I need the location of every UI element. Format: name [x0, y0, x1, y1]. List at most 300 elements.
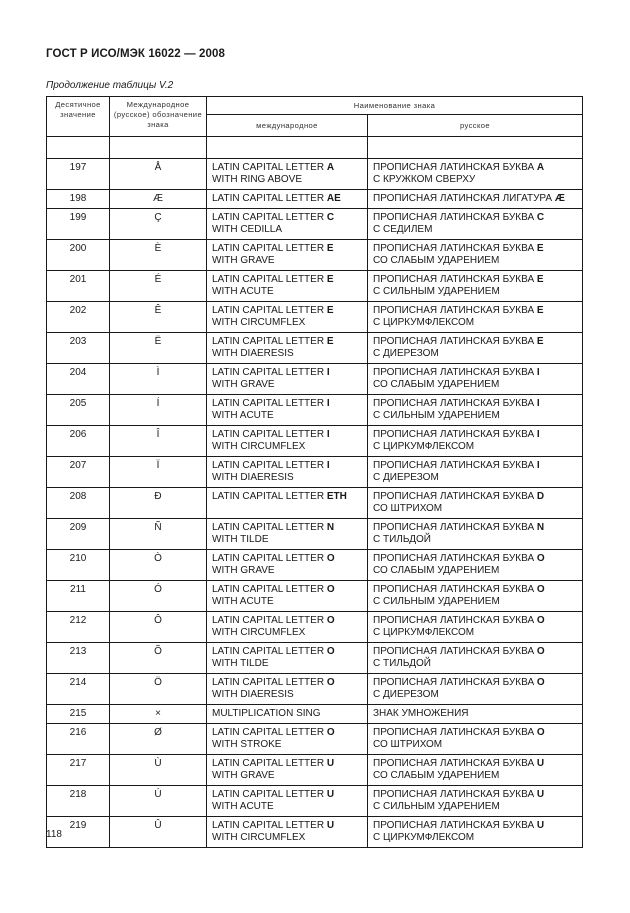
- glyph-value: É: [154, 274, 162, 285]
- intl-name-letter: I: [326, 367, 330, 378]
- decimal-value: 218: [69, 789, 87, 800]
- glyph-cell: [110, 426, 207, 457]
- table-row: [47, 159, 583, 190]
- intl-name-cell: [207, 240, 368, 271]
- intl-name-text: LATIN CAPITAL LETTER: [212, 460, 327, 471]
- glyph-value: Ù: [154, 758, 162, 769]
- rus-name-letter: I: [536, 429, 540, 440]
- intl-name-cell: [207, 190, 368, 209]
- decimal-value: 213: [69, 646, 87, 657]
- glyph-value: Ô: [154, 615, 162, 626]
- intl-name-letter: O: [326, 677, 335, 688]
- rus-name-cell: [368, 674, 583, 705]
- intl-name-text: LATIN CAPITAL LETTER: [212, 615, 327, 626]
- decimal-value: 205: [69, 398, 87, 409]
- glyph-cell: [110, 395, 207, 426]
- rus-name-letter: O: [536, 615, 545, 626]
- rus-name-line2: С СИЛЬНЫМ УДАРЕНИЕМ: [373, 409, 500, 421]
- intl-name-letter: A: [326, 162, 335, 173]
- rus-name-cell: [368, 457, 583, 488]
- glyph-cell: [110, 209, 207, 240]
- rus-name-letter: Æ: [554, 193, 565, 204]
- page-number: 118: [46, 829, 62, 840]
- intl-name-cell: [207, 209, 368, 240]
- rus-name-cell: [368, 364, 583, 395]
- glyph-value: Ì: [156, 367, 160, 378]
- glyph-cell: [110, 724, 207, 755]
- intl-name-line2: WITH RING ABOVE: [212, 173, 303, 185]
- rus-name-letter: O: [536, 646, 545, 657]
- decimal-value: 210: [69, 553, 87, 564]
- rus-name-text: ПРОПИСНАЯ ЛАТИНСКАЯ БУКВА: [373, 162, 537, 173]
- rus-name-text: ПРОПИСНАЯ ЛАТИНСКАЯ БУКВА: [373, 460, 537, 471]
- rus-name-line2: С СИЛЬНЫМ УДАРЕНИЕМ: [373, 800, 500, 812]
- decimal-value: 198: [69, 193, 87, 204]
- decimal-cell: [47, 240, 110, 271]
- rus-name-cell: [368, 755, 583, 786]
- glyph-cell: [110, 271, 207, 302]
- intl-name-cell: [207, 159, 368, 190]
- glyph-value: Æ: [153, 193, 163, 204]
- glyph-cell: [110, 581, 207, 612]
- intl-name-letter: U: [326, 820, 335, 831]
- rus-name-line2: СО СЛАБЫМ УДАРЕНИЕМ: [373, 254, 500, 266]
- intl-name-line2: WITH CIRCUMFLEX: [212, 440, 306, 452]
- rus-name-line2: С ДИЕРЕЗОМ: [373, 688, 439, 700]
- table-row: [47, 705, 583, 724]
- glyph-cell: [110, 643, 207, 674]
- rus-name-line2: С ЦИРКУМФЛЕКСОМ: [373, 626, 475, 638]
- rus-name-cell: [368, 612, 583, 643]
- glyph-value: Ú: [154, 789, 162, 800]
- intl-name-cell: [207, 364, 368, 395]
- rus-name-line2: С СЕДИЛЕМ: [373, 223, 433, 235]
- rus-name-cell: [368, 271, 583, 302]
- intl-name-cell: [207, 612, 368, 643]
- rus-name-letter: O: [536, 584, 545, 595]
- glyph-value: Ç: [154, 212, 162, 223]
- glyph-cell: [110, 159, 207, 190]
- glyph-value: Ø: [154, 727, 162, 738]
- rus-name-line2: СО СЛАБЫМ УДАРЕНИЕМ: [373, 769, 500, 781]
- intl-name-line2: WITH GRAVE: [212, 769, 275, 781]
- intl-name-text: LATIN CAPITAL LETTER: [212, 274, 327, 285]
- decimal-value: 215: [69, 708, 87, 719]
- glyph-cell: [110, 817, 207, 848]
- glyph-value: Ï: [156, 460, 160, 471]
- glyph-value: Û: [154, 820, 162, 831]
- glyph-value: Ð: [154, 491, 162, 502]
- glyph-cell: [110, 457, 207, 488]
- intl-name-cell: [207, 724, 368, 755]
- intl-name-letter: O: [326, 553, 335, 564]
- intl-name-text: LATIN CAPITAL LETTER: [212, 553, 327, 564]
- decimal-value: 214: [69, 677, 87, 688]
- intl-name-text: LATIN CAPITAL LETTER: [212, 193, 327, 204]
- decimal-cell: [47, 271, 110, 302]
- intl-name-cell: [207, 395, 368, 426]
- table-row: [47, 724, 583, 755]
- intl-name-letter: E: [326, 336, 334, 347]
- glyph-cell: [110, 190, 207, 209]
- rus-name-letter: E: [536, 336, 544, 347]
- decimal-value: 200: [69, 243, 87, 254]
- intl-name-letter: U: [326, 789, 335, 800]
- rus-name-line2: С ЦИРКУМФЛЕКСОМ: [373, 316, 475, 328]
- rus-name-letter: A: [536, 162, 545, 173]
- glyph-cell: [110, 705, 207, 724]
- decimal-cell: [47, 705, 110, 724]
- rus-name-text: ПРОПИСНАЯ ЛАТИНСКАЯ БУКВА: [373, 727, 537, 738]
- rus-name-text: ПРОПИСНАЯ ЛАТИНСКАЯ БУКВА: [373, 274, 537, 285]
- rus-name-cell: [368, 705, 583, 724]
- intl-name-letter: I: [326, 429, 330, 440]
- rus-name-line2: С КРУЖКОМ СВЕРХУ: [373, 173, 476, 185]
- intl-name-line2: WITH ACUTE: [212, 800, 274, 812]
- rus-name-letter: N: [536, 522, 545, 533]
- rus-name-text: ПРОПИСНАЯ ЛАТИНСКАЯ БУКВА: [373, 336, 537, 347]
- rus-name-text: ПРОПИСНАЯ ЛАТИНСКАЯ БУКВА: [373, 758, 537, 769]
- intl-name-letter: AE: [326, 193, 341, 204]
- glyph-cell: [110, 302, 207, 333]
- rus-name-text: ПРОПИСНАЯ ЛАТИНСКАЯ БУКВА: [373, 243, 537, 254]
- rus-name-letter: O: [536, 727, 545, 738]
- intl-name-cell: [207, 426, 368, 457]
- glyph-cell: [110, 755, 207, 786]
- decimal-value: 204: [69, 367, 87, 378]
- rus-name-letter: U: [536, 789, 545, 800]
- glyph-value: Õ: [154, 646, 162, 657]
- rus-name-text: ПРОПИСНАЯ ЛАТИНСКАЯ БУКВА: [373, 615, 537, 626]
- table-row: [47, 786, 583, 817]
- intl-name-line2: WITH CIRCUMFLEX: [212, 831, 306, 843]
- intl-name-text: LATIN CAPITAL LETTER: [212, 820, 327, 831]
- rus-name-text: ПРОПИСНАЯ ЛАТИНСКАЯ БУКВА: [373, 367, 537, 378]
- rus-name-line2: С ТИЛЬДОЙ: [373, 657, 431, 669]
- rus-name-line2: СО СЛАБЫМ УДАРЕНИЕМ: [373, 378, 500, 390]
- table-row: [47, 364, 583, 395]
- glyph-value: Ö: [154, 677, 162, 688]
- intl-name-letter: E: [326, 274, 334, 285]
- table-row: [47, 643, 583, 674]
- intl-name-cell: [207, 550, 368, 581]
- rus-name-text: ПРОПИСНАЯ ЛАТИНСКАЯ БУКВА: [373, 553, 537, 564]
- rus-name-header: русское: [368, 115, 583, 137]
- rus-name-text: ПРОПИСНАЯ ЛАТИНСКАЯ БУКВА: [373, 305, 537, 316]
- rus-name-line2: С ДИЕРЕЗОМ: [373, 347, 439, 359]
- decimal-value: 206: [69, 429, 87, 440]
- intl-name-cell: [207, 488, 368, 519]
- rus-name-cell: [368, 302, 583, 333]
- intl-name-letter: U: [326, 758, 335, 769]
- glyph-value: ×: [155, 708, 161, 719]
- decimal-cell: [47, 488, 110, 519]
- glyph-value: Ë: [154, 336, 162, 347]
- decimal-cell: [47, 550, 110, 581]
- rus-name-letter: I: [536, 398, 540, 409]
- intl-name-line2: WITH STROKE: [212, 738, 282, 750]
- decimal-value: 199: [69, 212, 87, 223]
- decimal-header: Десятичное значение: [47, 97, 110, 137]
- decimal-cell: [47, 457, 110, 488]
- intl-name-letter: N: [326, 522, 335, 533]
- decimal-cell: [47, 302, 110, 333]
- intl-name-line2: WITH ACUTE: [212, 595, 274, 607]
- rus-name-text: ПРОПИСНАЯ ЛАТИНСКАЯ БУКВА: [373, 584, 537, 595]
- intl-name-cell: [207, 302, 368, 333]
- table-row: [47, 817, 583, 848]
- glyph-cell: [110, 488, 207, 519]
- intl-name-cell: [207, 643, 368, 674]
- rus-name-line2: С ТИЛЬДОЙ: [373, 533, 431, 545]
- rus-name-text: ПРОПИСНАЯ ЛАТИНСКАЯ БУКВА: [373, 429, 537, 440]
- intl-name-line2: WITH GRAVE: [212, 254, 275, 266]
- designation-header: Международное (русское) обозначение знака: [110, 97, 207, 137]
- rus-name-line2: СО СЛАБЫМ УДАРЕНИЕМ: [373, 564, 500, 576]
- intl-name-line2: WITH CIRCUMFLEX: [212, 626, 306, 638]
- intl-name-cell: [207, 581, 368, 612]
- intl-name-text: LATIN CAPITAL LETTER: [212, 398, 327, 409]
- decimal-cell: [47, 612, 110, 643]
- decimal-value: 219: [69, 820, 87, 831]
- table-continuation-caption: Продолжение таблицы V.2: [46, 80, 174, 91]
- glyph-value: Ê: [154, 305, 162, 316]
- intl-name-line2: WITH DIAERESIS: [212, 347, 294, 359]
- spacer-row: [47, 137, 583, 159]
- decimal-cell: [47, 786, 110, 817]
- decimal-value: 202: [69, 305, 87, 316]
- decimal-value: 209: [69, 522, 87, 533]
- rus-name-letter: O: [536, 677, 545, 688]
- intl-name-text: LATIN CAPITAL LETTER: [212, 162, 327, 173]
- table-body: [47, 137, 583, 848]
- rus-name-cell: [368, 190, 583, 209]
- table-row: [47, 209, 583, 240]
- rus-name-cell: [368, 581, 583, 612]
- rus-name-text: ПРОПИСНАЯ ЛАТИНСКАЯ БУКВА: [373, 398, 537, 409]
- rus-name-line2: С ДИЕРЕЗОМ: [373, 471, 439, 483]
- rus-name-cell: [368, 488, 583, 519]
- intl-name-cell: [207, 786, 368, 817]
- table-row: [47, 302, 583, 333]
- rus-name-cell: [368, 550, 583, 581]
- intl-name-text: LATIN CAPITAL LETTER: [212, 212, 327, 223]
- table-row: [47, 426, 583, 457]
- decimal-cell: [47, 643, 110, 674]
- rus-name-letter: E: [536, 274, 544, 285]
- table-row: [47, 581, 583, 612]
- rus-name-line2: СО ШТРИХОМ: [373, 738, 443, 750]
- rus-name-line2: С ЦИРКУМФЛЕКСОМ: [373, 440, 475, 452]
- rus-name-letter: D: [536, 491, 545, 502]
- glyph-value: È: [154, 243, 162, 254]
- rus-name-letter: I: [536, 367, 540, 378]
- intl-name-text: LATIN CAPITAL LETTER: [212, 336, 327, 347]
- intl-name-text: LATIN CAPITAL LETTER: [212, 727, 327, 738]
- intl-name-line2: WITH ACUTE: [212, 409, 274, 421]
- glyph-cell: [110, 674, 207, 705]
- rus-name-text: ПРОПИСНАЯ ЛАТИНСКАЯ БУКВА: [373, 789, 537, 800]
- character-table: [46, 96, 583, 848]
- intl-name-header: международное: [207, 115, 368, 137]
- rus-name-cell: [368, 159, 583, 190]
- intl-name-letter: E: [326, 243, 334, 254]
- table-row: [47, 488, 583, 519]
- intl-name-letter: ETH: [326, 491, 347, 502]
- rus-name-letter: E: [536, 305, 544, 316]
- rus-name-cell: [368, 426, 583, 457]
- decimal-cell: [47, 581, 110, 612]
- decimal-cell: [47, 190, 110, 209]
- table-row: [47, 519, 583, 550]
- intl-name-letter: O: [326, 727, 335, 738]
- intl-name-line2: WITH DIAERESIS: [212, 688, 294, 700]
- decimal-value: 208: [69, 491, 87, 502]
- glyph-cell: [110, 364, 207, 395]
- decimal-value: 203: [69, 336, 87, 347]
- rus-name-line2: С СИЛЬНЫМ УДАРЕНИЕМ: [373, 285, 500, 297]
- rus-name-cell: [368, 786, 583, 817]
- intl-name-cell: [207, 755, 368, 786]
- intl-name-letter: C: [326, 212, 335, 223]
- intl-name-letter: O: [326, 584, 335, 595]
- rus-name-cell: [368, 395, 583, 426]
- rus-name-cell: [368, 209, 583, 240]
- glyph-value: Ñ: [154, 522, 162, 533]
- intl-name-cell: [207, 271, 368, 302]
- intl-name-text: LATIN CAPITAL LETTER: [212, 646, 327, 657]
- intl-name-text: LATIN CAPITAL LETTER: [212, 758, 327, 769]
- intl-name-text: LATIN CAPITAL LETTER: [212, 789, 327, 800]
- rus-name-letter: C: [536, 212, 545, 223]
- glyph-cell: [110, 519, 207, 550]
- intl-name-line2: WITH TILDE: [212, 657, 269, 669]
- intl-name-cell: [207, 333, 368, 364]
- table-row: [47, 674, 583, 705]
- decimal-cell: [47, 724, 110, 755]
- intl-name-text: LATIN CAPITAL LETTER: [212, 305, 327, 316]
- rus-name-letter: E: [536, 243, 544, 254]
- rus-name-cell: [368, 519, 583, 550]
- rus-name-cell: [368, 643, 583, 674]
- intl-name-cell: [207, 457, 368, 488]
- table-row: [47, 240, 583, 271]
- decimal-cell: [47, 333, 110, 364]
- rus-name-line2: С ЦИРКУМФЛЕКСОМ: [373, 831, 475, 843]
- rus-name-letter: I: [536, 460, 540, 471]
- glyph-cell: [110, 333, 207, 364]
- intl-name-line2: WITH CIRCUMFLEX: [212, 316, 306, 328]
- rus-name-letter: O: [536, 553, 545, 564]
- intl-name-line2: WITH DIAERESIS: [212, 471, 294, 483]
- intl-name-line2: WITH TILDE: [212, 533, 269, 545]
- intl-name-letter: I: [326, 398, 330, 409]
- rus-name-cell: [368, 333, 583, 364]
- decimal-cell: [47, 519, 110, 550]
- glyph-value: Í: [156, 398, 160, 409]
- glyph-cell: [110, 550, 207, 581]
- decimal-cell: [47, 674, 110, 705]
- rus-name-cell: [368, 724, 583, 755]
- glyph-value: Ó: [154, 584, 162, 595]
- intl-name-letter: E: [326, 305, 334, 316]
- glyph-value: Î: [156, 429, 160, 440]
- table-row: [47, 333, 583, 364]
- glyph-value: Ò: [154, 553, 162, 564]
- rus-name-text: ПРОПИСНАЯ ЛАТИНСКАЯ БУКВА: [373, 212, 537, 223]
- intl-name-text: LATIN CAPITAL LETTER: [212, 243, 327, 254]
- intl-name-cell: [207, 674, 368, 705]
- intl-name-text: LATIN CAPITAL LETTER: [212, 491, 327, 502]
- table-row: [47, 755, 583, 786]
- intl-name-line2: WITH GRAVE: [212, 378, 275, 390]
- rus-name-text: ПРОПИСНАЯ ЛАТИНСКАЯ БУКВА: [373, 491, 537, 502]
- intl-name-letter: O: [326, 615, 335, 626]
- table-row: [47, 271, 583, 302]
- intl-name-text: MULTIPLICATION SING: [212, 708, 321, 719]
- table-row: [47, 190, 583, 209]
- decimal-cell: [47, 395, 110, 426]
- decimal-cell: [47, 364, 110, 395]
- rus-name-text: ЗНАК УМНОЖЕНИЯ: [373, 708, 469, 719]
- intl-name-cell: [207, 817, 368, 848]
- decimal-value: 207: [69, 460, 87, 471]
- rus-name-cell: [368, 817, 583, 848]
- intl-name-letter: I: [326, 460, 330, 471]
- intl-name-text: LATIN CAPITAL LETTER: [212, 429, 327, 440]
- rus-name-line2: С СИЛЬНЫМ УДАРЕНИЕМ: [373, 595, 500, 607]
- rus-name-text: ПРОПИСНАЯ ЛАТИНСКАЯ БУКВА: [373, 646, 537, 657]
- rus-name-text: ПРОПИСНАЯ ЛАТИНСКАЯ БУКВА: [373, 820, 537, 831]
- intl-name-line2: WITH ACUTE: [212, 285, 274, 297]
- intl-name-cell: [207, 705, 368, 724]
- decimal-value: 197: [69, 162, 87, 173]
- table-row: [47, 457, 583, 488]
- decimal-cell: [47, 209, 110, 240]
- intl-name-cell: [207, 519, 368, 550]
- intl-name-line2: WITH GRAVE: [212, 564, 275, 576]
- rus-name-letter: U: [536, 820, 545, 831]
- decimal-value: 212: [69, 615, 87, 626]
- rus-name-text: ПРОПИСНАЯ ЛАТИНСКАЯ ЛИГАТУРА: [373, 193, 555, 204]
- decimal-value: 216: [69, 727, 87, 738]
- intl-name-text: LATIN CAPITAL LETTER: [212, 584, 327, 595]
- glyph-cell: [110, 240, 207, 271]
- decimal-value: 217: [69, 758, 87, 769]
- rus-name-cell: [368, 240, 583, 271]
- intl-name-text: LATIN CAPITAL LETTER: [212, 522, 327, 533]
- table-row: [47, 550, 583, 581]
- rus-name-line2: СО ШТРИХОМ: [373, 502, 443, 514]
- rus-name-text: ПРОПИСНАЯ ЛАТИНСКАЯ БУКВА: [373, 677, 537, 688]
- table-row: [47, 395, 583, 426]
- decimal-cell: [47, 426, 110, 457]
- rus-name-text: ПРОПИСНАЯ ЛАТИНСКАЯ БУКВА: [373, 522, 537, 533]
- glyph-cell: [110, 786, 207, 817]
- decimal-value: 201: [69, 274, 87, 285]
- document-header: ГОСТ Р ИСО/МЭК 16022 — 2008: [46, 48, 225, 60]
- intl-name-text: LATIN CAPITAL LETTER: [212, 367, 327, 378]
- intl-name-text: LATIN CAPITAL LETTER: [212, 677, 327, 688]
- intl-name-letter: O: [326, 646, 335, 657]
- name-header: Наименование знака: [207, 97, 583, 115]
- glyph-value: Å: [154, 162, 162, 173]
- intl-name-line2: WITH CEDILLA: [212, 223, 283, 235]
- decimal-value: 211: [70, 584, 86, 595]
- table-row: [47, 612, 583, 643]
- glyph-cell: [110, 612, 207, 643]
- decimal-cell: [47, 755, 110, 786]
